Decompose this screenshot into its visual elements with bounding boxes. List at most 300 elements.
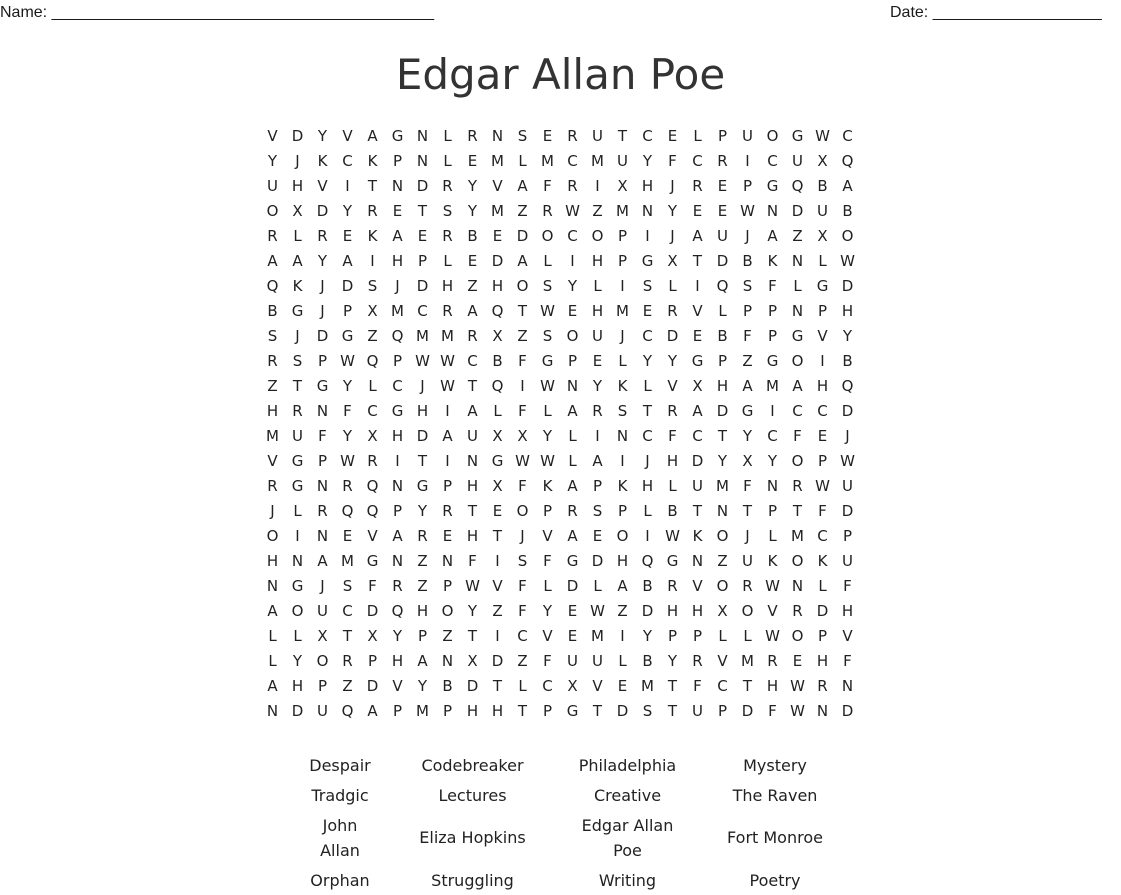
grid-letter: L (518, 152, 527, 170)
grid-letter: S (442, 202, 453, 220)
grid-letter: Z (517, 202, 528, 220)
grid-letter: X (367, 302, 378, 320)
grid-letter: J (320, 577, 325, 595)
grid-letter: N (441, 552, 454, 570)
grid-letter: U (317, 702, 328, 720)
grid-letter: Y (417, 677, 428, 695)
grid-letter: Y (267, 152, 278, 170)
word-bank-item: Poetry (749, 870, 801, 890)
grid-letter: W (765, 577, 780, 595)
grid-letter: O (291, 602, 304, 620)
grid-letter: B (642, 577, 653, 595)
grid-letter: W (540, 452, 555, 470)
grid-letter: A (292, 252, 303, 270)
word-bank-item-text: John Allan (320, 815, 360, 860)
grid-letter: P (342, 302, 353, 320)
grid-letter: L (493, 402, 502, 420)
grid-letter: Q (341, 502, 354, 520)
grid-letter: J (745, 527, 750, 545)
grid-letter: T (742, 502, 753, 520)
grid-letter: H (391, 252, 404, 270)
grid-letter: M (416, 327, 429, 345)
grid-letter: K (317, 152, 328, 170)
grid-letter: I (770, 402, 775, 420)
grid-letter: K (367, 227, 378, 245)
grid-letter: Q (366, 352, 379, 370)
grid-letter: N (766, 202, 779, 220)
grid-letter: L (543, 577, 552, 595)
grid-letter: J (520, 527, 525, 545)
grid-letter: B (817, 177, 828, 195)
grid-letter: J (320, 302, 325, 320)
grid-letter: R (767, 652, 778, 670)
word-bank-item: The Raven (732, 785, 818, 805)
grid-row (260, 674, 860, 699)
grid-letter: W (565, 202, 580, 220)
grid-letter: J (295, 327, 300, 345)
grid-letter: P (417, 252, 428, 270)
grid-letter: H (666, 602, 679, 620)
grid-letter: N (316, 477, 329, 495)
grid-letter: N (391, 177, 404, 195)
grid-letter: R (792, 602, 803, 620)
grid-letter: R (267, 352, 278, 370)
grid-letter: W (515, 452, 530, 470)
grid-letter: I (445, 402, 450, 420)
grid-letter: T (492, 677, 503, 695)
grid-letter: C (642, 127, 653, 145)
grid-letter: L (743, 627, 752, 645)
grid-letter: T (517, 302, 528, 320)
grid-letter: D (491, 652, 504, 670)
grid-letter: L (268, 627, 277, 645)
grid-letter: A (267, 602, 278, 620)
grid-letter: D (841, 502, 854, 520)
grid-letter: V (317, 177, 328, 195)
grid-letter: G (666, 552, 679, 570)
grid-letter: P (667, 627, 678, 645)
grid-letter: H (466, 527, 479, 545)
grid-letter: L (818, 252, 827, 270)
grid-letter: N (616, 427, 629, 445)
grid-letter: A (417, 652, 428, 670)
grid-letter: M (441, 327, 454, 345)
grid-letter: J (670, 177, 675, 195)
grid-letter: O (791, 352, 804, 370)
grid-letter: R (567, 502, 578, 520)
grid-letter: H (441, 277, 454, 295)
grid-letter: N (391, 477, 404, 495)
grid-letter: Z (742, 352, 753, 370)
grid-letter: R (342, 477, 353, 495)
grid-letter: H (266, 552, 279, 570)
grid-letter: O (441, 602, 454, 620)
grid-letter: F (518, 477, 527, 495)
grid-letter: A (367, 127, 378, 145)
grid-letter: I (445, 452, 450, 470)
grid-letter: Q (341, 702, 354, 720)
grid-letter: M (741, 652, 754, 670)
grid-letter: A (442, 427, 453, 445)
grid-letter: M (491, 202, 504, 220)
grid-letter: X (667, 252, 678, 270)
grid-letter: A (567, 527, 578, 545)
grid-letter: T (667, 702, 678, 720)
grid-letter: F (518, 352, 527, 370)
grid-letter: W (840, 252, 855, 270)
grid-letter: V (367, 527, 378, 545)
grid-letter: H (641, 177, 654, 195)
grid-row (260, 149, 860, 174)
grid-letter: G (391, 402, 404, 420)
grid-letter: W (790, 677, 805, 695)
grid-letter: X (817, 152, 828, 170)
grid-letter: O (766, 127, 779, 145)
grid-letter: W (790, 702, 805, 720)
grid-letter: S (542, 327, 553, 345)
grid-letter: U (617, 152, 628, 170)
grid-row (260, 324, 860, 349)
grid-letter: A (592, 452, 603, 470)
grid-letter: J (745, 227, 750, 245)
grid-letter: F (793, 427, 802, 445)
grid-letter: N (641, 202, 654, 220)
grid-letter: D (791, 202, 804, 220)
grid-letter: I (345, 177, 350, 195)
grid-letter: C (767, 427, 778, 445)
grid-letter: V (692, 302, 703, 320)
grid-letter: G (566, 552, 579, 570)
grid-letter: Y (742, 427, 753, 445)
grid-letter: Y (342, 377, 353, 395)
grid-letter: U (592, 127, 603, 145)
grid-letter: F (518, 602, 527, 620)
grid-letter: A (317, 552, 328, 570)
grid-letter: Y (317, 127, 328, 145)
word-bank-item: Philadelphia (578, 755, 677, 775)
grid-letter: L (618, 652, 627, 670)
grid-letter: E (667, 127, 678, 145)
grid-letter: A (517, 252, 528, 270)
grid-letter: V (392, 677, 403, 695)
grid-letter: N (791, 252, 804, 270)
grid-letter: O (266, 527, 279, 545)
grid-row (260, 124, 860, 149)
grid-letter: E (567, 302, 578, 320)
grid-letter: C (817, 527, 828, 545)
grid-letter: Y (667, 352, 678, 370)
grid-letter: V (542, 527, 553, 545)
grid-letter: A (792, 377, 803, 395)
grid-letter: T (517, 702, 528, 720)
grid-letter: L (793, 277, 802, 295)
grid-letter: S (542, 277, 553, 295)
grid-letter: C (417, 302, 428, 320)
grid-letter: H (816, 377, 829, 395)
grid-letter: K (367, 152, 378, 170)
grid-letter: R (467, 327, 478, 345)
grid-letter: H (616, 552, 629, 570)
grid-letter: B (642, 652, 653, 670)
grid-letter: F (843, 652, 852, 670)
grid-letter: C (367, 402, 378, 420)
word-bank-item-text: Edgar Allan Poe (581, 815, 674, 860)
grid-letter: P (717, 127, 728, 145)
grid-letter: K (292, 277, 303, 295)
grid-letter: I (495, 552, 500, 570)
grid-letter: P (317, 452, 328, 470)
grid-letter: E (567, 627, 578, 645)
grid-letter: Y (667, 202, 678, 220)
grid-letter: B (492, 352, 503, 370)
grid-letter: C (567, 152, 578, 170)
grid-letter: O (716, 527, 729, 545)
grid-row (260, 499, 860, 524)
grid-row (260, 174, 860, 199)
grid-letter: P (417, 627, 428, 645)
grid-letter: N (816, 702, 829, 720)
grid-row (260, 574, 860, 599)
grid-letter: Y (542, 602, 553, 620)
grid-letter: J (320, 277, 325, 295)
grid-letter: N (416, 152, 429, 170)
grid-letter: Y (467, 177, 478, 195)
grid-letter: J (645, 452, 650, 470)
grid-letter: L (768, 527, 777, 545)
grid-letter: V (542, 627, 553, 645)
grid-letter: M (391, 302, 404, 320)
grid-letter: M (791, 527, 804, 545)
grid-letter: I (645, 527, 650, 545)
name-field-line: Name: ___________________________________________ (0, 4, 435, 21)
grid-letter: H (841, 302, 854, 320)
grid-letter: V (842, 627, 853, 645)
grid-letter: I (570, 252, 575, 270)
grid-letter: K (617, 377, 628, 395)
grid-letter: P (842, 527, 853, 545)
grid-letter: A (742, 377, 753, 395)
grid-row (260, 449, 860, 474)
grid-letter: P (367, 652, 378, 670)
grid-letter: R (592, 402, 603, 420)
grid-letter: F (768, 277, 777, 295)
grid-letter: K (542, 477, 553, 495)
grid-letter: T (467, 502, 478, 520)
grid-letter: N (566, 377, 579, 395)
grid-letter: E (642, 302, 653, 320)
grid-letter: A (367, 702, 378, 720)
grid-letter: R (667, 577, 678, 595)
grid-row (260, 599, 860, 624)
grid-letter: S (292, 352, 303, 370)
grid-letter: L (643, 502, 652, 520)
grid-letter: I (395, 452, 400, 470)
grid-letter: C (342, 602, 353, 620)
grid-letter: A (842, 177, 853, 195)
grid-letter: H (816, 652, 829, 670)
grid-letter: Y (567, 277, 578, 295)
word-bank-item: Despair (309, 755, 371, 775)
grid-letter: H (766, 677, 779, 695)
grid-letter: R (392, 577, 403, 595)
grid-letter: O (541, 227, 554, 245)
grid-letter: V (492, 577, 503, 595)
grid-letter: T (492, 527, 503, 545)
grid-letter: G (791, 127, 804, 145)
grid-letter: K (617, 477, 628, 495)
grid-letter: P (392, 352, 403, 370)
grid-letter: F (518, 402, 527, 420)
grid-letter: F (318, 427, 327, 445)
grid-letter: U (817, 202, 828, 220)
grid-letter: N (316, 527, 329, 545)
grid-letter: Y (342, 202, 353, 220)
grid-letter: A (567, 477, 578, 495)
word-bank-item (530, 813, 725, 863)
grid-letter: P (567, 352, 578, 370)
grid-letter: P (767, 302, 778, 320)
word-bank-row (265, 810, 855, 865)
grid-letter: L (293, 627, 302, 645)
grid-letter: O (516, 277, 529, 295)
grid-letter: S (742, 277, 753, 295)
grid-letter: G (741, 402, 754, 420)
grid-letter: E (592, 352, 603, 370)
grid-letter: L (593, 577, 602, 595)
grid-letter: I (520, 377, 525, 395)
grid-letter: Y (317, 252, 328, 270)
grid-letter: Z (517, 652, 528, 670)
grid-letter: Z (717, 552, 728, 570)
grid-letter: M (591, 152, 604, 170)
grid-letter: Y (592, 377, 603, 395)
grid-letter: Q (366, 477, 379, 495)
grid-letter: I (595, 177, 600, 195)
grid-letter: V (267, 127, 278, 145)
grid-letter: L (818, 577, 827, 595)
grid-letter: C (542, 677, 553, 695)
grid-letter: C (517, 627, 528, 645)
grid-letter: R (817, 677, 828, 695)
grid-letter: A (767, 227, 778, 245)
grid-letter: X (492, 327, 503, 345)
grid-letter: O (791, 452, 804, 470)
grid-letter: U (292, 427, 303, 445)
grid-letter: F (668, 152, 677, 170)
grid-letter: Y (717, 452, 728, 470)
grid-letter: V (767, 602, 778, 620)
grid-letter: L (443, 252, 452, 270)
grid-row (260, 249, 860, 274)
grid-letter: E (492, 502, 503, 520)
grid-letter: R (442, 302, 453, 320)
grid-letter: T (617, 127, 628, 145)
grid-letter: R (417, 527, 428, 545)
grid-letter: R (367, 202, 378, 220)
grid-letter: S (642, 702, 653, 720)
grid-row (260, 524, 860, 549)
grid-letter: R (567, 127, 578, 145)
grid-letter: V (692, 577, 703, 595)
grid-letter: Z (517, 327, 528, 345)
grid-letter: D (341, 277, 354, 295)
grid-letter: L (718, 302, 727, 320)
grid-letter: Y (842, 327, 853, 345)
grid-letter: K (692, 527, 703, 545)
grid-letter: R (267, 227, 278, 245)
grid-letter: E (442, 527, 453, 545)
word-bank-item: Struggling (431, 870, 514, 890)
grid-letter: D (416, 277, 429, 295)
grid-letter: Q (716, 277, 729, 295)
grid-letter: R (742, 577, 753, 595)
grid-letter: L (368, 377, 377, 395)
grid-letter: Z (467, 277, 478, 295)
grid-letter: I (645, 227, 650, 245)
grid-letter: T (467, 627, 478, 645)
grid-letter: X (692, 377, 703, 395)
grid-letter: D (366, 677, 379, 695)
grid-letter: Y (667, 652, 678, 670)
grid-letter: W (590, 602, 605, 620)
grid-letter: W (740, 202, 755, 220)
grid-letter: S (617, 402, 628, 420)
grid-letter: Z (492, 602, 503, 620)
grid-letter: S (267, 327, 278, 345)
grid-letter: E (592, 527, 603, 545)
grid-letter: W (440, 352, 455, 370)
grid-letter: R (342, 652, 353, 670)
grid-letter: W (815, 477, 830, 495)
grid-letter: G (766, 177, 779, 195)
grid-letter: P (392, 502, 403, 520)
grid-letter: L (543, 252, 552, 270)
grid-letter: N (316, 402, 329, 420)
grid-letter: R (442, 227, 453, 245)
grid-letter: F (843, 577, 852, 595)
grid-letter: X (467, 652, 478, 670)
grid-letter: T (792, 502, 803, 520)
grid-letter: S (517, 127, 528, 145)
grid-letter: V (592, 677, 603, 695)
grid-letter: Q (841, 152, 854, 170)
grid-letter: R (317, 227, 328, 245)
grid-letter: Q (391, 602, 404, 620)
grid-letter: X (367, 427, 378, 445)
grid-letter: H (716, 377, 729, 395)
grid-letter: F (468, 552, 477, 570)
grid-letter: W (815, 127, 830, 145)
grid-letter: T (717, 427, 728, 445)
grid-letter: L (443, 152, 452, 170)
grid-letter: U (317, 602, 328, 620)
grid-letter: L (568, 452, 577, 470)
grid-letter: B (842, 202, 853, 220)
grid-letter: I (745, 152, 750, 170)
word-bank-item: Orphan (310, 870, 370, 890)
grid-letter: L (643, 377, 652, 395)
grid-letter: M (491, 152, 504, 170)
grid-letter: J (845, 427, 850, 445)
grid-letter: O (616, 527, 629, 545)
grid-letter: R (667, 302, 678, 320)
grid-letter: N (791, 577, 804, 595)
grid-letter: J (670, 227, 675, 245)
grid-letter: G (691, 352, 704, 370)
grid-letter: Q (841, 377, 854, 395)
grid-letter: N (391, 552, 404, 570)
grid-letter: M (416, 702, 429, 720)
